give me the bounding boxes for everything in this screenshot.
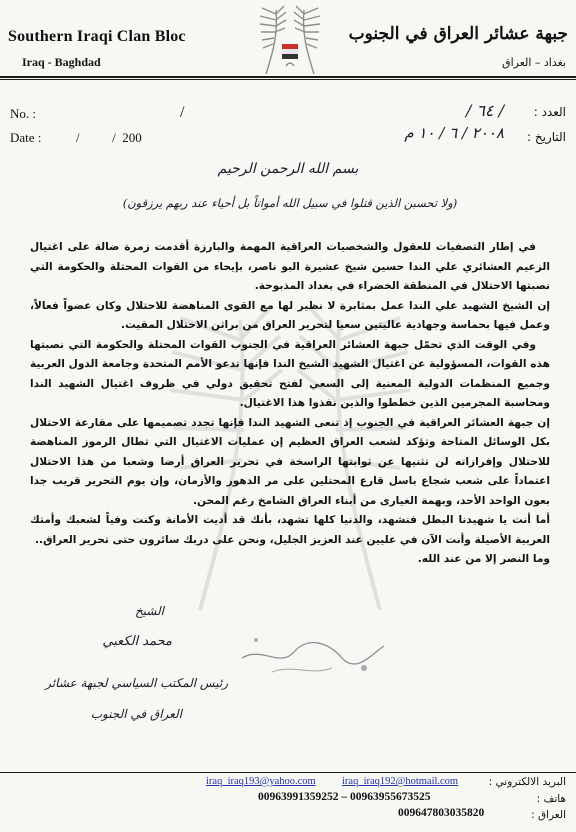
- email-label: البريد الالكتروني :: [488, 776, 566, 788]
- number-slash: /: [180, 104, 185, 121]
- signatory-name: محمد الكعبي: [102, 634, 172, 649]
- organization-name-english: Southern Iraqi Clan Bloc: [8, 28, 186, 45]
- body-paragraph: إن الشيخ الشهيد علي الندا عمل بمثابرة لا نظير لها مع القوى المناهضة للاحتلال وكان عضواً فعالاً، وعمل فيها بحماسة وجهادية عاليتين سعيا لتحرير العراق من براثن الاحتلال المقيت.: [30, 299, 550, 331]
- number-label: No. :: [10, 106, 36, 121]
- arabic-date-label: التاريخ :: [526, 130, 566, 144]
- quranic-verse: (ولا تحسبن الذين قتلوا في سبيل الله أمواتاً بل أحياء عند ربهم يرزقون): [122, 196, 458, 210]
- arabic-number-label: العدد :: [533, 105, 566, 119]
- iraq-phone-label: العراق :: [531, 809, 566, 821]
- location-english: Iraq - Baghdad: [22, 55, 101, 69]
- signatory-title: الشيخ: [134, 604, 164, 618]
- footer-divider: [0, 772, 576, 773]
- arabic-number-value: / ٦٤ /: [465, 101, 504, 120]
- body-paragraph: وفي الوقت الذي تحمّل جبهة العشائر العراقية في الجنوب القوات المحتلة والحكومة التي نصبتها هذه القوات، المسؤولية عن اغتيال الشهيد الشيخ الندا فإنها تدعو الأمم المتحدة وجامعة الدول العربية وجميع المنظمات الدولية المعنية إلى السعي لفتح تحقيق دولي في ظروف اغتيال الشهيد الندا ومحاسبة المجرمين الذين خططوا والذين نفذوا هذا الاغتيال.: [30, 338, 550, 409]
- date-template: / / 200: [76, 130, 142, 145]
- email-link-yahoo[interactable]: iraq_iraq193@yahoo.com: [206, 776, 316, 787]
- body-paragraph: إن جبهة العشائر العراقية في الجنوب إذ تنعى الشهيد الندا فإنها تجدد تصميمها على مقارعة الاحتلال بكل الوسائل المتاحة وتؤكد لشعب العراق العظيم إن عمليات الاغتيال التي تطال الرموز المناهضة للاحتلال وإفرازاته لن تثنيها عن ثوابتها الراسخة في تحرير العراق أرضا وشعبا من هذا الاحتلال اعتماداً على شعب شجاع باسل قارع المحتلين على مر الدهور والأزمان، وإن يوم التحرير قريب جدا بعون الواحد الأحد، وبهمة الغيارى من أبناء العراق الشامخ رغم المحن.: [30, 416, 550, 507]
- handwritten-signature: [232, 628, 392, 688]
- email-link-hotmail[interactable]: iraq_iraq192@hotmail.com: [342, 776, 459, 787]
- location-arabic: بغداد – العراق: [502, 56, 566, 69]
- header-divider-thin: [0, 79, 576, 80]
- header-divider: [0, 76, 576, 78]
- basmala: بسم الله الرحمن الرحيم: [217, 161, 359, 177]
- signatory-position-line2: العراق في الجنوب: [90, 707, 182, 721]
- flag-red-stripe: [282, 44, 298, 49]
- iraq-phone-number: 009647803035820: [398, 807, 485, 819]
- syria-phone-numbers: 00963991359252 – 00963955673525: [258, 791, 431, 803]
- signatory-position-line1: رئيس المكتب السياسي لجبهة عشائر: [45, 676, 228, 690]
- palm-flag-emblem: [252, 4, 328, 78]
- letter-body: [30, 238, 550, 570]
- body-paragraph: وما النصر إلا من عند الله.: [417, 553, 550, 565]
- organization-name-arabic: جبهة عشائر العراق في الجنوب: [348, 24, 568, 44]
- phone-label: هاتف :: [536, 793, 566, 805]
- date-label: Date :: [10, 130, 42, 145]
- arabic-date-value: ٢٠٠٨ / ٦ / ١٠ م: [404, 124, 504, 142]
- body-paragraph: أما أنت يا شهيدنا البطل فنشهد، والدنيا كلها تشهد، بأنك قد أديت الأمانة وكنت وفياً لشعبك وأمتك العربية الأصيلة وأنت الآن في عليين عند العزيز الجليل، ونحن على دربك سائرون حتى تحرير العراق..: [30, 514, 550, 546]
- body-paragraph: في إطار التصفيات للعقول والشخصيات العراقية المهمة والبارزة أقدمت زمرة ضالة على اغتيال الزعيم العشائري علي الندا حسين شيخ عشيرة البو ناصر، بإيحاء من القوات المحتلة والحكومة التي نصبتها الاحتلال في المنطقة الخضراء في بغداد المذبوحة.: [30, 241, 550, 292]
